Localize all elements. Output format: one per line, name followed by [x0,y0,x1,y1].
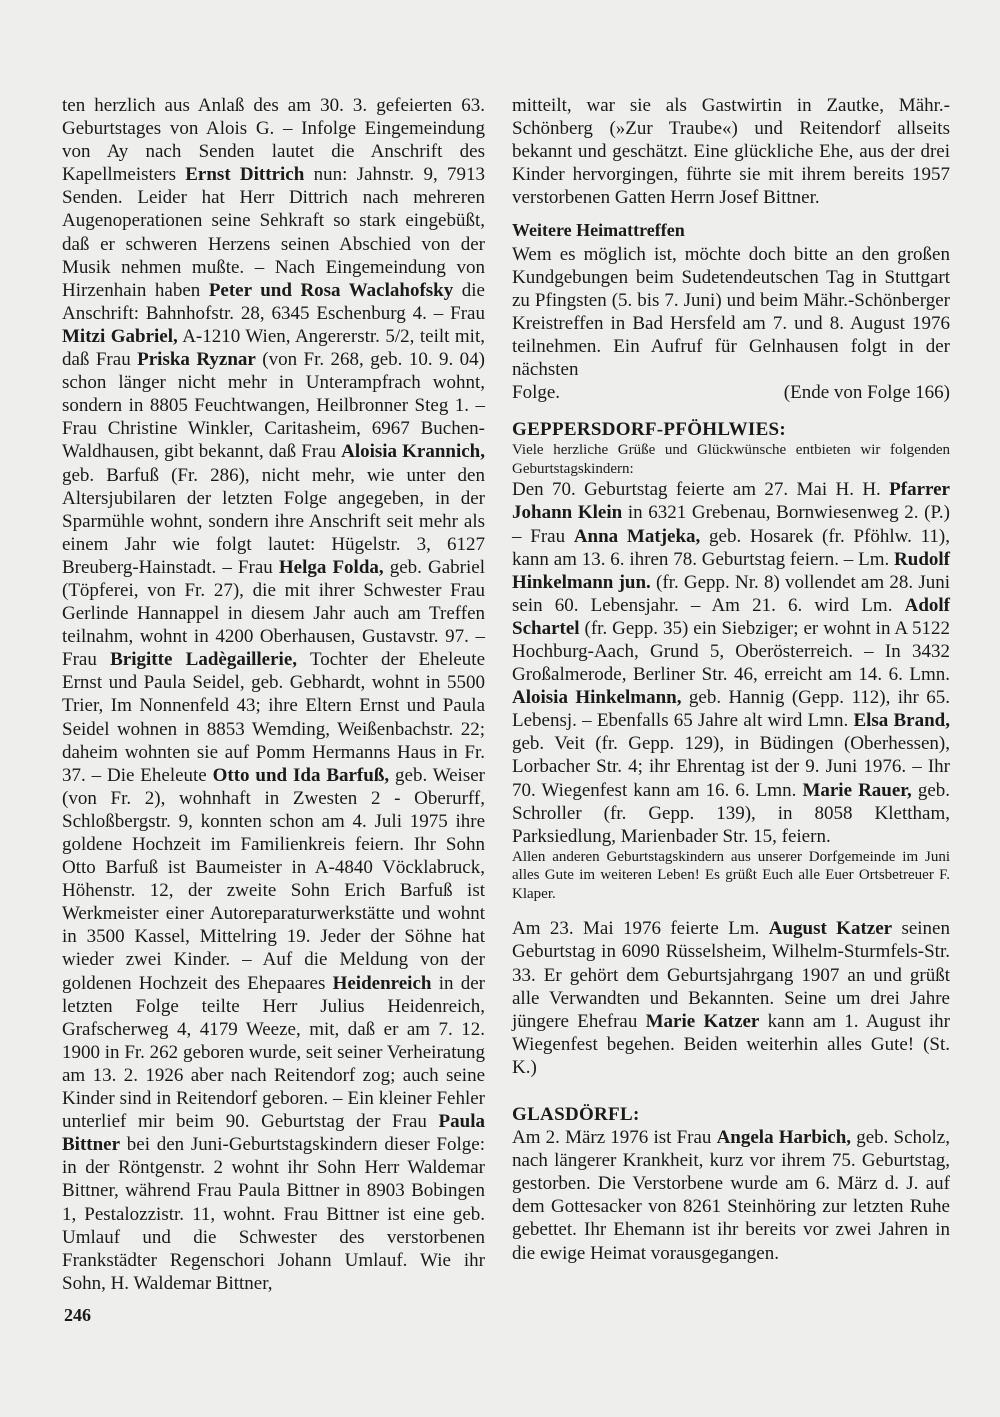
text-run: (von Fr. 268, geb. 10. 9. 04) schon länger nicht mehr in Unterampfrach wohnt, sondern in 8805 Feuchtwangen, Heilbronner Steg 1. – Frau Christine Winkler, Caritasheim, 6967 Buchen-Waldhausen, gibt bekannt, daß Frau [62,349,486,463]
geppersdorf-intro: Viele herzliche Grüße und Glückwünsche entbieten wir folgenden Geburtstagskindern: [512,442,950,477]
text-run: geb. Scholz, nach längerer Krankheit, kurz vor ihrem 75. Geburtstag, gestorben. Die Verstorbene wurde am 6. März d. J. auf dem Gottesacker von 8261 Steinhöring zur letzten Ruhe gebettet. Ihr Ehemann ist ihr bereits vor zwei Jahren in die ewige Heimat vorausgegangen. [512,1127,950,1264]
heimattreffen-last-line [512,381,950,404]
text-run: die Anschrift: Bahnhofstr. 28, 6345 Eschenburg 4. – Frau [62,279,485,324]
text-run: geb. Barfuß (Fr. 286), nicht mehr, wie unter den Altersjubilaren der letzten Folge angegeben, in der Sparmühle wohnt, sondern ihre Anschrift seit mehr als einem Jahr wie folgt lautet: Hügelstr. 3, 6127 Breuberg-Hainstadt. – Frau [62,464,485,578]
text-run: (fr. Gepp. 35) ein Siebziger; er wohnt in A 5122 Hochburg-Aach, Grund 5, Oberösterreich. – In 3432 Großalmerode, Berliner Str. 46, erreicht am 14. 6. Lmn. [512,617,950,686]
text-run: Am 2. März 1976 ist Frau [512,1127,717,1149]
page-number: 246 [64,1305,91,1325]
end-of-issue-note: (Ende von Folge 166) [783,382,950,404]
text-run: kann am 1. August ihr Wiegenfest begehen. Beiden weiterhin alles Gute! (St. K.) [512,1010,951,1078]
bold-name: Aloisia Hinkelmann, [512,687,682,709]
glasdoerfl-heading: GLASDÖRFL: [512,1103,640,1125]
katzer-paragraph [512,917,950,1079]
text-run: bei den Juni-Geburtstagskindern dieser Folge: in der Röntgenstr. 2 wohnt ihr Sohn Herr Waldemar Bittner, während Frau Paula Bittner in 8903 Bobingen 1, Pestalozzistr. 11, wohnt. Frau Bittner ist eine geb. Umlauf und die Schwester des verstorbenen Frankstädter Regenschori Johann Umlauf. Wie ihr Sohn, H. Waldemar Bittner, [62,1134,485,1294]
bittner-continuation-paragraph: mitteilt, war sie als Gastwirtin in Zautke, Mähr.-Schönberg (»Zur Traube«) und Reitendorf allseits bekannt und geschätzt. Eine glückliche Ehe, aus der drei Kinder hervorgingen, führte sie mit ihrem bereits 1957 verstorbenen Gatten Herrn Josef Bittner. [512,95,950,209]
text-run: Den 70. Geburtstag feierte am 27. Mai H. H. [512,479,890,501]
bold-name: Helga Folda, [278,556,384,578]
bold-name: Otto und Ida Barfuß, [212,764,390,786]
heimattreffen-paragraph: Wem es möglich ist, möchte doch bitte an den großen Kundgebungen beim Sudetendeutschen Tag in Stuttgart zu Pfingsten (5. bis 7. Juni) und beim Mähr.-Schönberger Kreistreffen in Bad Hersfeld am 7. und 8. August 1976 teilnehmen. Ein Aufruf für Gelnhausen folgt in der nächsten [512,243,950,381]
text-run: (fr. Gepp. Nr. 8) vollendet am 28. Juni sein 60. Lebensjahr. – Am 21. 6. wird Lm. [512,571,950,616]
bold-name: Adolf Schartel [512,594,950,639]
text-run: geb. Veit (fr. Gepp. 129), in Büdingen (Oberhessen), Lorbacher Str. 4; ihr Ehrentag ist der 9. Juni 1976. – Ihr 70. Wiegenfest kann am 16. 6. Lmn. [512,733,950,801]
text-run: geb. Weiser (von Fr. 2), wohnhaft in Zwesten 2 - Oberurff, Schloßbergstr. 9, konnten schon am 4. Juli 1975 ihre goldene Hochzeit im Familienkreis feiern. Ihr Sohn Otto Barfuß ist Baumeister in A-4840 Vöcklabruck, Höhenstr. 12, der zweite Sohn Erich Barfuß ist Werkmeister einer Autoreparaturwerkstätte und wohnt in 3500 Kassel, Mittelring 19. Jeder der Söhne hat wieder zwei Kinder. – Auf die Meldung von der goldenen Hochzeit des Ehepaares [62,764,485,994]
bold-name: Aloisia Krannich, [341,441,485,463]
bold-name: Priska Ryznar [137,349,256,371]
text-run: A-1210 Wien, Angererstr. 5/2, teilt mit, daß Frau [62,325,485,371]
geppersdorf-birthdays-paragraph [512,478,950,848]
text-run: ten herzlich aus Anlaß des am 30. 3. gefeierten 63. Geburtstages von Alois G. – Infolge Eingemeindung von Ay nach Senden lautet die Anschrift des Kapellmeisters [62,95,485,186]
bold-name: Brigitte Ladègaillerie, [110,649,298,671]
bold-name: Paula Bittner [62,1111,485,1156]
bold-name: Mitzi Gabriel, [62,325,178,347]
text-run: seinen Geburtstag in 6090 Rüsselsheim, Wilhelm-Sturmfels-Str. 33. Er gehört dem Geburtsjahrgang 1907 an und grüßt alle Verwandten und Bekannten. Seine um drei Jahre jüngere Ehefrau [512,918,950,1032]
left-paragraph [62,94,485,1295]
bold-name: Elsa Brand, [853,710,950,732]
text-run: nun: Jahnstr. 9, 7913 Senden. Leider hat Herr Dittrich nach mehreren Augenoperationen seine Sehkraft so stark eingebüßt, daß er schweren Herzens seinen Abschied von der Musik nehmen mußte. – Nach Eingemeindung von Hirzenhain haben [62,164,485,301]
text-run: geb. Hannig (Gepp. 112), ihr 65. Lebensj. – Ebenfalls 65 Jahre alt wird Lmn. [512,687,950,732]
bold-name: Peter und Rosa Waclahofsky [208,279,454,301]
heimattreffen-heading: Weitere Heimattreffen [512,220,685,241]
bold-name: Heidenreich [332,972,432,994]
geppersdorf-heading: GEPPERSDORF-PFÖHLWIES: [512,419,787,441]
text-run: in der letzten Folge teilte Herr Julius Heidenreich, Grafscherweg 4, 4179 Weeze, mit, daß er am 7. 12. 1900 in Fr. 262 geboren wurde, seit seiner Verheiratung am 13. 2. 1926 aber nach Reitendorf zog; auch seine Kinder sind in Reitendorf geboren. – Ein kleiner Fehler unterlief mir beim 90. Geburtstag der Frau [62,972,485,1133]
text-run: geb. Schroller (fr. Gepp. 139), in 8058 Klettham, Parksiedlung, Marienbader Str. 15, feiern. [512,779,951,847]
text-run: Am 23. Mai 1976 feierte Lm. [512,918,769,940]
bold-name: Rudolf Hinkelmann jun. [512,548,950,593]
bold-name: Pfarrer Johann Klein [512,479,950,524]
right-column [512,94,950,1265]
heimattreffen-last-word: Folge. [512,382,561,404]
bold-name: Ernst Dittrich [185,164,305,186]
bold-name: Angela Harbich, [716,1127,852,1149]
bold-name: August Katzer [768,918,893,940]
text-run: geb. Gabriel (Töpferei, von Fr. 27), die mit ihrer Schwester Frau Gerlinde Hannappel in diesem Jahr auch am Treffen teilnahm, wohnt in 4200 Oberhausen, Gustavstr. 97. – Frau [62,556,485,671]
left-column [62,94,485,1295]
geppersdorf-closing: Allen anderen Geburtstagskindern aus unserer Dorfgemeinde im Juni alles Gute im weiteren Leben! Es grüßt Euch alle Euer Ortsbetreuer F. Klaper. [512,848,950,902]
bold-name: Marie Katzer [645,1010,760,1032]
text-run: Tochter der Eheleute Ernst und Paula Seidel, geb. Gebhardt, wohnt in 5500 Trier, Im Nonnenfeld 43; ihre Eltern Ernst und Paula Seidel wohnen in 8853 Wemding, Weißenbachstr. 22; daheim wohnten sie auf Pomm Hermanns Haus in Fr. 37. – Die Eheleute [62,649,486,786]
glasdoerfl-paragraph [512,1126,950,1265]
text-run: geb. Hosarek (fr. Pföhlw. 11), kann am 13. 6. ihren 78. Geburtstag feiern. – Lm. [512,525,950,570]
bold-name: Anna Matjeka, [573,525,701,547]
text-run: in 6321 Grebenau, Bornwiesenweg 2. (P.) – Frau [512,502,950,547]
bold-name: Marie Rauer, [802,779,912,801]
